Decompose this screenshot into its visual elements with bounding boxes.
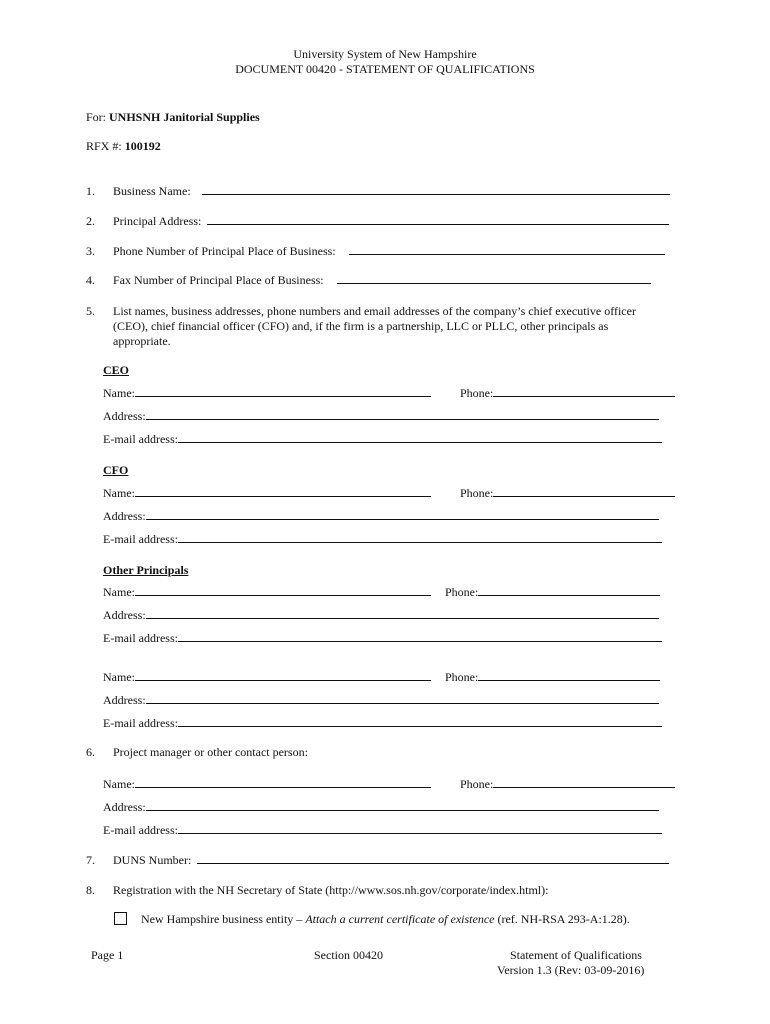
- other1-address-row: [103, 608, 659, 622]
- ceo-phone-row: [460, 386, 675, 400]
- footer-version: Version 1.3 (Rev: 03-09-2016): [497, 963, 645, 977]
- cfo-phone-field[interactable]: [493, 486, 675, 497]
- ceo-heading: CEO: [103, 363, 130, 377]
- item-number-2: 2.: [86, 214, 95, 228]
- ceo-address-field[interactable]: [146, 409, 659, 420]
- principal-address-field[interactable]: [207, 214, 669, 225]
- footer-page-number: Page 1: [91, 948, 124, 962]
- other1-email-label: E-mail address:: [103, 631, 178, 645]
- duns-label: DUNS Number:: [113, 853, 192, 867]
- registration-label: Registration with the NH Secretary of State (http://www.sos.nh.gov/corporate/index.html):: [113, 883, 549, 897]
- footer-title: Statement of Qualifications: [510, 948, 642, 962]
- item-number-3: 3.: [86, 244, 95, 258]
- ceo-address-label: Address:: [103, 409, 146, 423]
- cfo-email-field[interactable]: [178, 532, 662, 543]
- list-names-line-1: List names, business addresses, phone numbers and email addresses of the company’s chief executive officer: [113, 304, 636, 318]
- pm-phone-field[interactable]: [493, 777, 675, 788]
- principal-address-row: [113, 214, 669, 228]
- item-number-5: 5.: [86, 304, 95, 318]
- other2-address-label: Address:: [103, 693, 146, 707]
- cfo-email-label: E-mail address:: [103, 532, 178, 546]
- for-label: For:: [86, 110, 107, 124]
- header-org: University System of New Hampshire: [293, 47, 477, 61]
- ceo-name-field[interactable]: [135, 386, 431, 397]
- list-names-line-2: (CEO), chief financial officer (CFO) and, if the firm is a partnership, LLC or PLLC, other principals as: [113, 319, 609, 333]
- cfo-name-row: [103, 486, 431, 500]
- cfo-phone-label: Phone:: [460, 486, 494, 500]
- for-line: [86, 110, 260, 124]
- for-value: UNHSNH Janitorial Supplies: [109, 110, 260, 124]
- other2-phone-label: Phone:: [445, 670, 479, 684]
- ceo-name-label: Name:: [103, 386, 135, 400]
- cfo-name-label: Name:: [103, 486, 135, 500]
- pm-name-field[interactable]: [135, 777, 431, 788]
- other2-email-field[interactable]: [178, 716, 662, 727]
- business-name-label: Business Name:: [113, 184, 191, 198]
- pm-address-field[interactable]: [146, 800, 659, 811]
- duns-field[interactable]: [197, 853, 669, 864]
- other1-email-field[interactable]: [178, 631, 662, 642]
- ceo-phone-label: Phone:: [460, 386, 494, 400]
- pm-name-row: [103, 777, 431, 791]
- ceo-email-row: [103, 432, 662, 446]
- phone-principal-row: [113, 244, 665, 258]
- other1-address-field[interactable]: [146, 608, 659, 619]
- pm-email-label: E-mail address:: [103, 823, 178, 837]
- nh-entity-text-normal: New Hampshire business entity –: [141, 912, 303, 926]
- cfo-address-row: [103, 509, 659, 523]
- item-number-1: 1.: [86, 184, 95, 198]
- list-names-line-3: appropriate.: [113, 334, 171, 348]
- other1-phone-field[interactable]: [478, 585, 660, 596]
- other2-email-label: E-mail address:: [103, 716, 178, 730]
- footer-section: Section 00420: [314, 948, 383, 962]
- pm-email-row: [103, 823, 662, 837]
- duns-row: [113, 853, 669, 867]
- other1-phone-row: [445, 585, 660, 599]
- other1-name-label: Name:: [103, 585, 135, 599]
- business-name-field[interactable]: [202, 184, 670, 195]
- project-manager-label: Project manager or other contact person:: [113, 745, 308, 759]
- fax-principal-row: [113, 273, 651, 287]
- other2-address-row: [103, 693, 659, 707]
- phone-principal-field[interactable]: [349, 244, 665, 255]
- ceo-name-row: [103, 386, 431, 400]
- nh-business-entity-text: [141, 912, 630, 926]
- principal-address-label: Principal Address:: [113, 214, 202, 228]
- rfx-value: 100192: [124, 139, 161, 153]
- other2-phone-field[interactable]: [478, 670, 660, 681]
- pm-phone-label: Phone:: [460, 777, 494, 791]
- item-number-4: 4.: [86, 273, 95, 287]
- phone-principal-label: Phone Number of Principal Place of Business:: [113, 244, 336, 258]
- business-name-row: [113, 184, 670, 198]
- fax-principal-label: Fax Number of Principal Place of Business:: [113, 273, 324, 287]
- other-principals-heading: Other Principals: [103, 563, 189, 577]
- cfo-address-field[interactable]: [146, 509, 659, 520]
- other1-address-label: Address:: [103, 608, 146, 622]
- rfx-line: [86, 139, 161, 153]
- other2-email-row: [103, 716, 662, 730]
- header-document-title: DOCUMENT 00420 - STATEMENT OF QUALIFICATIONS: [235, 62, 535, 76]
- item-number-6: 6.: [86, 745, 95, 759]
- cfo-heading: CFO: [103, 463, 129, 477]
- other2-address-field[interactable]: [146, 693, 659, 704]
- ceo-phone-field[interactable]: [493, 386, 675, 397]
- item-number-7: 7.: [86, 853, 95, 867]
- ceo-email-label: E-mail address:: [103, 432, 178, 446]
- other1-email-row: [103, 631, 662, 645]
- other2-name-row: [103, 670, 431, 684]
- ceo-email-field[interactable]: [178, 432, 662, 443]
- other1-phone-label: Phone:: [445, 585, 479, 599]
- cfo-name-field[interactable]: [135, 486, 431, 497]
- other1-name-row: [103, 585, 431, 599]
- pm-address-row: [103, 800, 659, 814]
- pm-phone-row: [460, 777, 675, 791]
- pm-email-field[interactable]: [178, 823, 662, 834]
- pm-address-label: Address:: [103, 800, 146, 814]
- cfo-address-label: Address:: [103, 509, 146, 523]
- other1-name-field[interactable]: [135, 585, 431, 596]
- cfo-email-row: [103, 532, 662, 546]
- cfo-phone-row: [460, 486, 675, 500]
- nh-entity-text-italic: Attach a current certificate of existence: [305, 912, 495, 926]
- other2-name-field[interactable]: [135, 670, 431, 681]
- ceo-address-row: [103, 409, 659, 423]
- nh-business-entity-checkbox[interactable]: [114, 912, 127, 925]
- fax-principal-field[interactable]: [337, 273, 651, 284]
- item-number-8: 8.: [86, 883, 95, 897]
- rfx-label: RFX #:: [86, 139, 122, 153]
- other2-phone-row: [445, 670, 660, 684]
- nh-entity-text-ref: (ref. NH-RSA 293-A:1.28).: [497, 912, 630, 926]
- pm-name-label: Name:: [103, 777, 135, 791]
- other2-name-label: Name:: [103, 670, 135, 684]
